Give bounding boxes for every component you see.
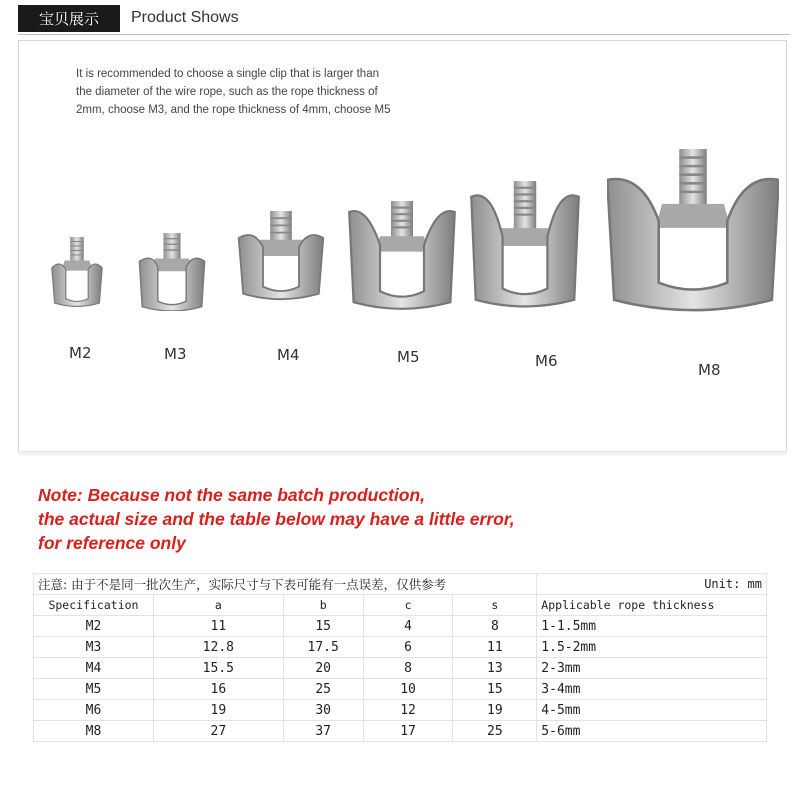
table-caption-row [34,574,767,595]
table-cell: 15 [453,679,537,700]
table-cell: 13 [453,658,537,679]
table-cell: 19 [453,700,537,721]
wire-clip-icon [49,237,105,307]
note-line: the actual size and the table below may have a little error, [38,509,515,529]
table-row [34,616,767,637]
unit-label: Unit: mm [537,574,767,595]
column-header: Specification [34,595,154,616]
wire-clip-icon [236,211,326,301]
table-cell: 8 [453,616,537,637]
table-cell: 12.8 [153,637,283,658]
recommendation-text [76,65,436,119]
note-line: Note: Because not the same batch production, [38,485,425,505]
product-showcase [18,40,787,452]
spec-cell: M3 [34,637,154,658]
table-cell: 17 [363,721,453,742]
section-title: Product Shows [131,9,239,26]
table-cell: 16 [153,679,283,700]
table-row [34,658,767,679]
table-cell: 5-6mm [537,721,767,742]
spec-cell: M8 [34,721,154,742]
wire-clip-icon [469,181,581,311]
clip-image-m2 [49,237,105,307]
batch-note [38,483,515,555]
product-label-m2: M2 [69,344,92,362]
product-label-m6: M6 [535,352,558,370]
table-row [34,721,767,742]
clip-image-m5 [347,201,457,311]
table-cell: 30 [283,700,363,721]
table-cell: 4-5mm [537,700,767,721]
clip-image-m8 [607,149,779,317]
product-label-m5: M5 [397,348,420,366]
table-caption: 注意: 由于不是同一批次生产，实际尺寸与下表可能有一点误差，仅供参考 [34,574,537,595]
header-divider [18,34,790,35]
recommendation-line: the diameter of the wire rope, such as the rope thickness of [76,86,378,98]
table-cell: 1.5-2mm [537,637,767,658]
table-cell: 4 [363,616,453,637]
table-cell: 25 [453,721,537,742]
table-cell: 1-1.5mm [537,616,767,637]
table-cell: 17.5 [283,637,363,658]
product-label-m8: M8 [698,361,721,379]
clip-image-m4 [236,211,326,301]
table-cell: 2-3mm [537,658,767,679]
column-header: b [283,595,363,616]
showcase-shadow [18,451,787,457]
spec-table [33,573,767,742]
product-label-m3: M3 [164,345,187,363]
section-tag: 宝贝展示 [18,5,120,32]
table-cell: 12 [363,700,453,721]
spec-cell: M4 [34,658,154,679]
clip-image-m3 [136,233,208,311]
table-cell: 15 [283,616,363,637]
table-body [34,616,767,742]
table-cell: 6 [363,637,453,658]
table-header-row [34,595,767,616]
table-cell: 20 [283,658,363,679]
table-cell: 3-4mm [537,679,767,700]
column-header: a [153,595,283,616]
table-cell: 19 [153,700,283,721]
spec-cell: M5 [34,679,154,700]
table-cell: 27 [153,721,283,742]
table-row [34,679,767,700]
clip-image-m6 [469,181,581,311]
table-cell: 8 [363,658,453,679]
table-cell: 37 [283,721,363,742]
column-header: s [453,595,537,616]
table-cell: 11 [153,616,283,637]
column-header: Applicable rope thickness [537,595,767,616]
spec-cell: M2 [34,616,154,637]
table-cell: 10 [363,679,453,700]
wire-clip-icon [607,149,779,317]
table-row [34,637,767,658]
table-cell: 25 [283,679,363,700]
table-row [34,700,767,721]
table-cell: 15.5 [153,658,283,679]
product-label-m4: M4 [277,346,300,364]
table-cell: 11 [453,637,537,658]
column-header: c [363,595,453,616]
recommendation-line: 2mm, choose M3, and the rope thickness of 4mm, choose M5 [76,104,391,116]
note-line: for reference only [38,533,186,553]
spec-cell: M6 [34,700,154,721]
wire-clip-icon [136,233,208,311]
wire-clip-icon [347,201,457,311]
recommendation-line: It is recommended to choose a single clip that is larger than [76,68,379,80]
